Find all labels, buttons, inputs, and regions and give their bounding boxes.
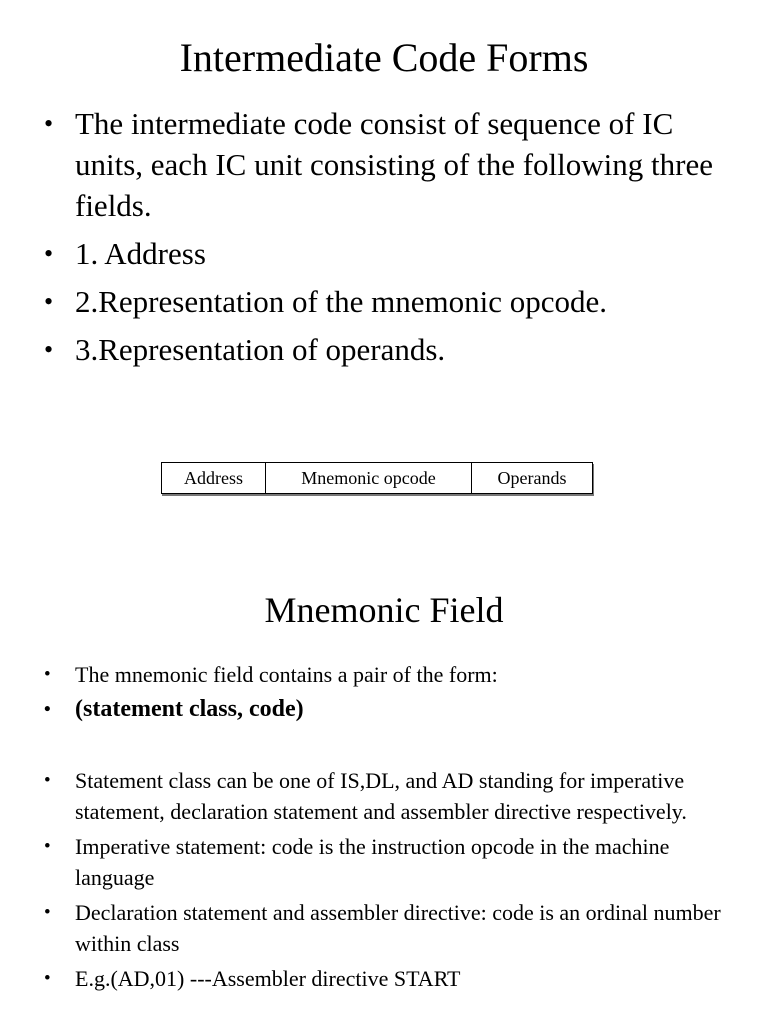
list-item-text: 1. Address [75, 236, 206, 271]
list-item-text: 2.Representation of the mnemonic opcode. [75, 284, 608, 319]
list-item-text: Imperative statement: code is the instruction opcode in the machine language [75, 834, 670, 890]
bullet-icon: • [44, 699, 51, 720]
ic-unit-format-diagram [161, 462, 593, 494]
list-item-text: 3.Representation of operands. [75, 332, 446, 367]
mnemonic-opcode-field-cell: Mnemonic opcode [266, 463, 472, 493]
list-item-text: Declaration statement and assembler directive: code is an ordinal number within class [75, 900, 721, 956]
bullet-icon: • [44, 836, 51, 857]
list-item [44, 659, 734, 690]
list-item [44, 694, 734, 725]
bullet-icon: • [44, 287, 54, 316]
list-item-text: The mnemonic field contains a pair of the form: [75, 662, 498, 687]
list-item [44, 281, 744, 322]
list-item [44, 233, 744, 274]
section-title: Mnemonic Field [264, 590, 504, 630]
slide-title: Intermediate Code Forms [179, 35, 589, 80]
bullet-icon: • [44, 770, 51, 791]
bullet-icon: • [44, 335, 54, 364]
list-item-text: Statement class can be one of IS,DL, and AD standing for imperative statement, declaration statement and assembler directive respectively. [75, 768, 687, 824]
mnemonic-bullet-list [44, 659, 734, 998]
list-item [44, 329, 744, 370]
list-item-text: The intermediate code consist of sequence of IC units, each IC unit consisting of the following three fields. [75, 106, 713, 223]
list-item [44, 765, 734, 827]
bullet-icon: • [44, 239, 54, 268]
list-item [44, 831, 734, 893]
list-item [44, 897, 734, 959]
bullet-icon: • [44, 109, 54, 138]
list-item [44, 963, 734, 994]
bullet-icon: • [44, 968, 51, 989]
operands-field-cell: Operands [497, 467, 567, 488]
bullet-icon: • [44, 664, 51, 685]
list-item [44, 103, 744, 226]
list-item-text: (statement class, code) [75, 696, 304, 722]
list-item-text: E.g.(AD,01) ---Assembler directive START [75, 966, 461, 991]
bullet-icon: • [44, 902, 51, 923]
address-field-cell: Address [162, 463, 266, 493]
intro-bullet-list [44, 103, 744, 377]
